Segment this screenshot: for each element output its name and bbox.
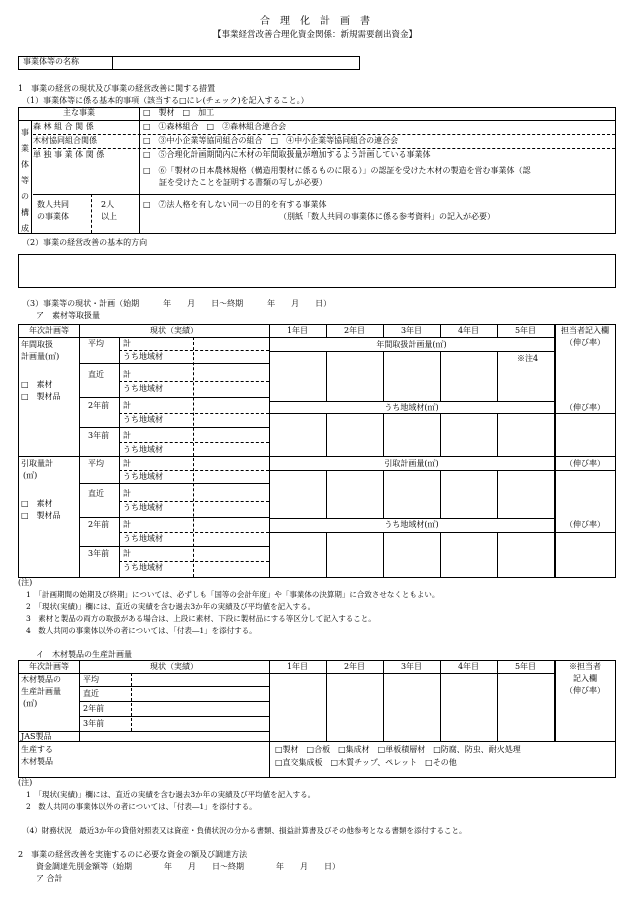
t2-wood-1: 木材製品の [21, 675, 61, 684]
t2-staff-2: 記入欄 [573, 674, 597, 683]
note-4-marker: ※注4 [517, 354, 539, 363]
y3ago-2-total: 計 [123, 549, 131, 558]
note2-2: 2 数人共同の事業体以外の者については、「付表―1」を添付する。 [26, 802, 257, 811]
document-title: 合 理 化 計 画 書 [260, 16, 370, 27]
h-year-plan: 年次計画等 [29, 326, 69, 335]
y2ago-2-local: うち地域材 [123, 534, 163, 543]
t2-jas: JAS製品 [21, 732, 52, 741]
row-joint-option[interactable]: □ ⑦法人格を有しない同一の目的を有する事業体 [143, 200, 327, 209]
y3ago-1-total: 計 [123, 431, 131, 440]
t2-y3ago: 3年前 [83, 719, 105, 728]
lumber-check-2[interactable]: □ 製材品 [21, 511, 61, 520]
note-4: 4 数人共同の事業体以外の者については、「付表―1」を添付する。 [26, 626, 257, 635]
row-joint-num-2: 以上 [101, 212, 117, 221]
y3ago-2-local: うち地域材 [123, 563, 163, 572]
h-year-3: 3年目 [400, 326, 423, 335]
t2-h-y2: 2年目 [343, 662, 366, 671]
y2ago-2: 2年前 [88, 520, 110, 529]
h-staff: 担当者記入欄 [561, 326, 609, 335]
growth-4: （伸び率） [565, 520, 605, 529]
section-1-3a-heading: ア 素材等取扱量 [36, 311, 100, 320]
notes-label: (注) [18, 578, 33, 587]
avg-1-local: うち地域材 [123, 352, 163, 361]
section-1-heading: 1 事業の経営の現状及び事業の経営改善に関する措置 [18, 84, 216, 93]
material-volume-table [18, 324, 616, 578]
growth-1: （伸び率） [565, 338, 605, 347]
recent-1: 直近 [88, 370, 104, 379]
t2-wood-2: 生産計画量 [21, 687, 61, 696]
note-3: 3 素材と製品の両方の取扱がある場合は、上段に素材、下段に製材品にする等区分して記入すること。 [26, 614, 376, 623]
annual-label-2: 計画量(㎥) [21, 352, 60, 361]
name-row [18, 56, 360, 70]
note-2: 2 「現状(実績)」欄には、直近の実績を含む過去3か年の実績及び平均値を記入する。 [26, 602, 316, 611]
note2-1: 1 「現状(実績)」欄には、直近の実績を含む過去3か年の実績及び平均値を記入する。 [26, 790, 316, 799]
y2ago-1-total: 計 [123, 401, 131, 410]
recent-2-local: うち地域材 [123, 503, 163, 512]
name-field[interactable] [114, 57, 358, 69]
main-business-options[interactable]: □ 製材 □ 加工 [143, 108, 215, 117]
h-year-2: 2年目 [343, 326, 366, 335]
t2-y2ago: 2年前 [83, 704, 105, 713]
plan-local-label: うち地域材(㎥) [384, 403, 439, 412]
avg-1-total: 計 [123, 339, 131, 348]
lumber-check-1[interactable]: □ 製材品 [21, 392, 61, 401]
section-1-1-heading: （1）事業体等に係る基本的事項（該当する□にレ(チェック)を記入すること。） [22, 96, 309, 105]
avg-2-total: 計 [123, 459, 131, 468]
t2-prod-options-1[interactable]: □製材 □合板 □集成材 □単板積層材 □防腐、防虫、耐火処理 [275, 745, 521, 754]
intake-unit: (㎥) [23, 471, 38, 480]
y2ago-1-local: うち地域材 [123, 415, 163, 424]
plan-local-label-2: うち地域材(㎥) [384, 520, 439, 529]
intake-label: 引取量計 [21, 459, 53, 468]
recent-2: 直近 [88, 489, 104, 498]
plan-intake-label: 引取計画量(㎥) [384, 459, 439, 468]
basic-info-table [18, 107, 616, 234]
y3ago-1-local: うち地域材 [123, 445, 163, 454]
y3ago-2: 3年前 [88, 549, 110, 558]
row-joint-num-1: 2人 [101, 200, 115, 209]
basic-direction-field[interactable] [18, 254, 616, 288]
row-coop-options[interactable]: □ ③中小企業等協同組合の組合 □ ④中小企業等協同組合の連合会 [143, 136, 399, 145]
row-forest-label: 森 林 組 合 関 係 [33, 122, 94, 131]
row-joint-label-1: 数人共同 [37, 200, 69, 209]
raw-check-1[interactable]: □ 素材 [21, 380, 53, 389]
wood-production-table [18, 660, 616, 778]
y2ago-1: 2年前 [88, 401, 110, 410]
row-forest-options[interactable]: □ ①森林組合 □ ②森林組合連合会 [143, 122, 287, 131]
t2-recent: 直近 [83, 689, 99, 698]
main-business-label: 主な事業 [19, 108, 140, 121]
h-year-1: 1年目 [286, 326, 309, 335]
avg-2-local: うち地域材 [123, 472, 163, 481]
section-2-total: ア 合計 [36, 874, 63, 883]
section-1-3-heading: （3）事業等の現状・計画（始期 年 月 日～終期 年 月 日） [22, 299, 332, 308]
h-actual: 現状（実績） [150, 326, 198, 335]
row-coop-label: 木材協同組合関係 [33, 136, 97, 145]
y3ago-1: 3年前 [88, 431, 110, 440]
section-2-subheading: 資金調達先別金額等（始期 年 月 日～終期 年 月 日） [36, 862, 340, 871]
t2-h-y3: 3年目 [400, 662, 423, 671]
composition-side-label: 事 業 体 等 の 構 成 [19, 121, 32, 233]
section-i-heading: イ 木材製品の生産計画量 [36, 650, 132, 659]
notes2-label: (注) [18, 778, 33, 787]
section-1-2-heading: （2）事業の経営改善の基本的方向 [22, 238, 148, 247]
t2-prod-1: 生産する [21, 745, 53, 754]
t2-growth: （伸び率） [565, 686, 605, 695]
row-single-option-6[interactable]: □ ⑥「製材の日本農林規格（構造用製材に係るものに限る）」の認証を受けた木材の製造を営む事業体（認 [143, 166, 531, 175]
row-single-option-6-note: 証を受けたことを証明する書類の写しが必要） [159, 178, 327, 187]
recent-1-total: 計 [123, 370, 131, 379]
t2-h-y4: 4年目 [457, 662, 480, 671]
growth-2: （伸び率） [565, 403, 605, 412]
avg-2: 平均 [88, 459, 104, 468]
section-1-4: （4）財務状況 最近3か年の貸借対照表又は資産・負債状況の分かる書類、損益計算書及びその他参考となる書類を添付すること。 [22, 826, 467, 835]
row-joint-label-2: の事業体 [37, 212, 69, 221]
t2-unit: (㎥) [23, 699, 38, 708]
avg-1: 平均 [88, 339, 104, 348]
h-year-4: 4年目 [457, 326, 480, 335]
t2-avg: 平均 [83, 675, 99, 684]
h-year-5: 5年目 [514, 326, 537, 335]
document-subtitle: 【事業経営改善合理化資金関係：新規需要創出資金】 [212, 30, 417, 40]
row-joint-note: （別紙「数人共同の事業体に係る参考資料」の記入が必要） [279, 212, 495, 221]
t2-h-actual: 現状（実績） [150, 662, 198, 671]
recent-2-total: 計 [123, 489, 131, 498]
raw-check-2[interactable]: □ 素材 [21, 499, 53, 508]
section-2-heading: 2 事業の経営改善を実施するのに必要な資金の額及び調達方法 [18, 850, 248, 859]
t2-staff: ※担当者 [569, 662, 601, 671]
growth-3: （伸び率） [565, 459, 605, 468]
row-single-option-5[interactable]: □ ⑤合理化計画期間内に木材の年間取扱量が増加するよう計画している事業体 [143, 150, 431, 159]
name-label: 事業体等の名称 [19, 57, 113, 69]
t2-h-year: 年次計画等 [29, 662, 69, 671]
t2-h-y1: 1年目 [286, 662, 309, 671]
plan-annual-label: 年間取扱計画量(㎥) [376, 340, 447, 349]
y2ago-2-total: 計 [123, 520, 131, 529]
row-single-label: 単 独 事 業 体 関 係 [33, 150, 105, 159]
note-1: 1 「計画期間の始期及び終期」については、必ずしも「国等の会計年度」や「事業体の決算期」に合致させなくともよい。 [26, 590, 440, 599]
t2-prod-options-2[interactable]: □直交集成板 □木質チップ、ペレット □その他 [275, 758, 457, 767]
t2-prod-2: 木材製品 [21, 757, 53, 766]
annual-label: 年間取扱 [21, 340, 53, 349]
recent-1-local: うち地域材 [123, 384, 163, 393]
t2-h-y5: 5年目 [514, 662, 537, 671]
